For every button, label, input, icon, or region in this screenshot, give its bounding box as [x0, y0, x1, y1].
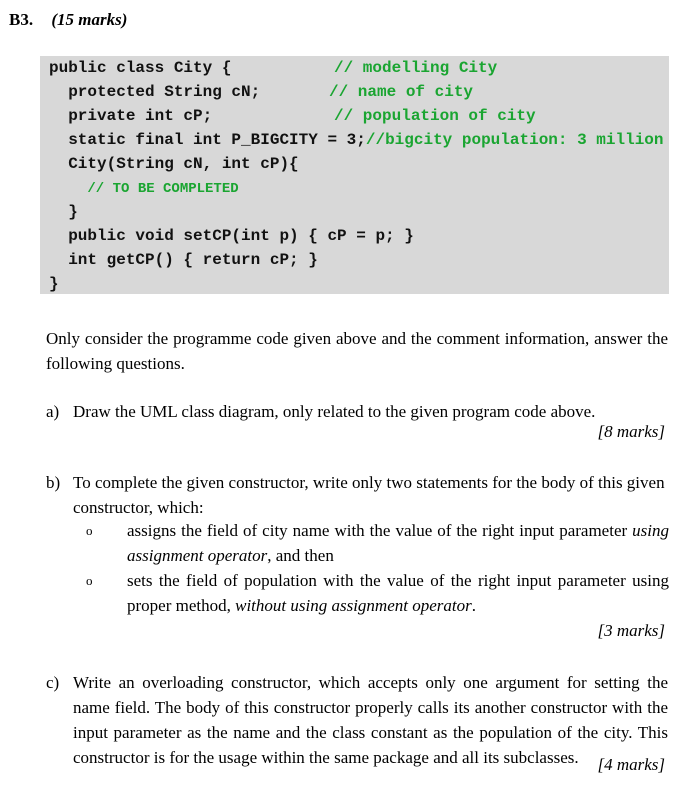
part-a-marks: [8 marks] — [597, 422, 665, 441]
bullet-marker: o — [86, 523, 93, 538]
part-b-marks: [3 marks] — [597, 621, 665, 640]
code-text: int getCP() { return cP; } — [49, 251, 318, 269]
code-text: private int cP; — [49, 107, 213, 125]
code-comment: // TO BE COMPLETED — [87, 181, 239, 197]
code-line — [49, 106, 536, 126]
code-comment: //bigcity population: 3 million — [365, 131, 664, 149]
code-comment: // name of city — [329, 83, 474, 101]
code-text: } — [49, 203, 78, 221]
bullet-2-emphasis: without using assignment operator — [235, 596, 472, 615]
code-text: public void setCP(int p) { cP = p; } — [49, 227, 414, 245]
bullet-2-tail: . — [471, 596, 476, 615]
code-comment: // modelling City — [334, 59, 498, 77]
code-comment: // population of city — [334, 107, 536, 125]
code-line — [49, 130, 664, 150]
code-text: static final int P_BIGCITY = 3; — [49, 131, 366, 149]
code-line — [49, 178, 239, 199]
code-text — [49, 179, 87, 197]
bullet-marker: o — [86, 573, 93, 588]
code-text: } — [49, 275, 59, 293]
part-b-label: b) — [46, 473, 61, 492]
part-b-text: To complete the given constructor, write only two statements for the body of this given constructor, which: — [73, 473, 665, 517]
part-a-text: Draw the UML class diagram, only related to the given program code above. — [73, 402, 596, 421]
part-c-marks: [4 marks] — [597, 755, 665, 774]
bullet-1-tail: , and then — [267, 546, 334, 565]
bullet-1-emphasis: using assignment operator — [127, 521, 669, 565]
question-number: B3. — [9, 10, 34, 29]
code-line — [49, 226, 414, 246]
code-line — [49, 274, 59, 294]
code-line — [49, 82, 474, 102]
code-block — [40, 56, 669, 294]
part-c-text: Write an overloading constructor, which accepts only one argument for setting the name field. The body of this constructor properly calls its another constructor with the input parameter as the name and the class constant as the population of the city. This constructor is for the usage within the same package and all its subclasses. — [73, 673, 668, 767]
question-total-marks: (15 marks) — [51, 10, 128, 29]
code-text: public class City { — [49, 59, 232, 77]
bullet-2-text: sets the field of population with the value of the right input parameter using proper method, — [127, 571, 669, 615]
code-line — [49, 58, 498, 78]
question-header — [9, 10, 127, 30]
code-text: City(String cN, int cP){ — [49, 155, 299, 173]
code-text: protected String cN; — [49, 83, 261, 101]
intro-paragraph: Only consider the programme code given above and the comment information, answer the following questions. — [46, 329, 668, 373]
code-line — [49, 250, 318, 270]
code-line — [49, 154, 299, 174]
code-line — [49, 202, 78, 222]
bullet-1-text: assigns the field of city name with the value of the right input parameter — [127, 521, 633, 540]
part-c-label: c) — [46, 673, 60, 692]
part-a-label: a) — [46, 402, 60, 421]
